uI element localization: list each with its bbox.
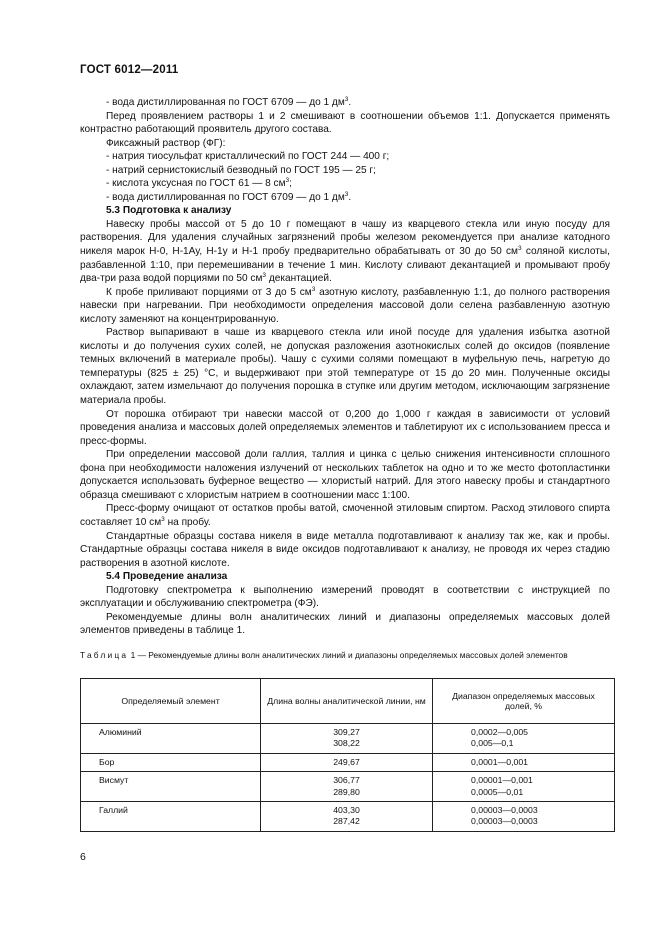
range-value: 0,00003—0,0003 bbox=[471, 805, 538, 816]
range-value: 0,00001—0,001 bbox=[471, 775, 533, 786]
wavelength-cell bbox=[261, 724, 433, 754]
wavelength-cell bbox=[261, 802, 433, 832]
wavelength-value: 309,27 bbox=[333, 727, 360, 737]
element-cell: Галлий bbox=[81, 802, 261, 832]
wavelength-value: 306,77 bbox=[333, 775, 360, 786]
paragraph: Рекомендуемые длины волн аналитических линий и диапазоны определяемых массовых долей элементов приведены в таблице 1. bbox=[80, 611, 610, 637]
fixer-item: - натрий сернистокислый безводный по ГОСТ 195 — 25 г; bbox=[106, 164, 376, 176]
table-row bbox=[81, 753, 615, 771]
wavelength-table bbox=[80, 678, 615, 832]
range-value: 0,00003—0,0003 bbox=[471, 816, 538, 827]
section-heading-5-4: 5.4 Проведение анализа bbox=[106, 571, 228, 583]
developer-paragraph: Перед проявлением растворы 1 и 2 смешивают в соотношении объемов 1:1. Допускается применять контрастно работающий проявитель другого состава. bbox=[80, 110, 610, 136]
table-header-row bbox=[81, 679, 615, 724]
column-header-wavelength: Длина волны аналитической линии, нм bbox=[261, 679, 433, 724]
range-cell bbox=[433, 802, 615, 832]
range-value: 0,0005—0,01 bbox=[471, 786, 524, 797]
wavelength-value: 249,67 bbox=[333, 756, 360, 767]
table-row bbox=[81, 724, 615, 754]
paragraph: К пробе приливают порциями от 3 до 5 $см^3$ азотную кислоту, разбавленную 1:1, до полного растворения навески при нагревании. При необходимости определения массовой доли селена разбавленную азотную кислоту заменяют на концентрированную. bbox=[80, 285, 610, 325]
table-caption-text: 1 — Рекомендуемые длины волн аналитических линий и диапазоны определяемых массовых долей элементов bbox=[130, 649, 568, 660]
fixer-title: Фиксажный раствор (ФГ): bbox=[106, 137, 226, 149]
wavelength-value: 403,30 bbox=[333, 805, 360, 816]
wavelength-value: 287,42 bbox=[333, 816, 360, 827]
paragraph: Пресс-форму очищают от остатков пробы ватой, смоченной этиловым спиртом. Расход этилового спирта составляет 10 $см^3$ на пробу. bbox=[80, 503, 610, 528]
table-row bbox=[81, 772, 615, 802]
wavelength-cell bbox=[261, 772, 433, 802]
document-header: ГОСТ 6012—2011 bbox=[80, 64, 179, 76]
paragraph: Раствор выпаривают в чаше из кварцевого стекла или иной посуде для удаления избытка азотной кислоты и до получения сухих солей, не допуская разложения азотнокислых солей до оксидов (появление темных включений в материале пробы). Чашу с сухими солями помещают в муфельную печь, нагретую до температуры (825 ± 25) °С, и выдерживают при этой температуре от 15 до 20 мин. Полученные оксиды охлаждают, затем измельчают до получения порошка в ступке или другим методом, исключающим загрязнение материала пробы. bbox=[80, 327, 610, 407]
column-header-range: Диапазон определяемых массовых долей, % bbox=[433, 679, 615, 724]
wavelength-value: 289,80 bbox=[333, 786, 360, 797]
element-cell: Алюминий bbox=[81, 724, 261, 754]
table-row bbox=[81, 802, 615, 832]
fixer-item: - вода дистиллированная по ГОСТ 6709 — до 1 $дм^3$. bbox=[106, 190, 352, 203]
range-cell bbox=[433, 753, 615, 771]
range-cell bbox=[433, 772, 615, 802]
section-heading-5-3: 5.3 Подготовка к анализу bbox=[106, 205, 232, 217]
paragraph: Навеску пробы массой от 5 до 10 г помещают в чашу из кварцевого стекла или иную посуду для растворения. Для удаления случайных загрязнений пробы железом рекомендуется при анализе катодного никеля марок Н-0, Н-1Ау, Н-1у и Н-1 пробу предварительно обрабатывать от 30 до 50 $см^3$ соляной кислоты, разбавленной 1:10, при перемешивании в течение 1 мин. Кислоту сливают декантацией и промывают пробу два-три раза водой порциями по 50 $см^3$ декантацией. bbox=[80, 218, 610, 285]
table-caption-word: Таблица bbox=[80, 649, 129, 660]
range-cell bbox=[433, 724, 615, 754]
element-cell: Бор bbox=[81, 753, 261, 771]
main-text bbox=[80, 96, 610, 661]
paragraph: Подготовку спектрометра к выполнению измерений проводят в соответствии с инструкцией по эксплуатации и обслуживанию спектрометра (ФЭ). bbox=[80, 584, 610, 610]
range-value: 0,0002—0,005 bbox=[471, 727, 528, 737]
range-value: 0,0001—0,001 bbox=[471, 756, 528, 767]
paragraph: При определении массовой доли галлия, таллия и цинка с целью снижения интенсивности сплошного фона при необходимости наложения излучений от нескольких таблеток на одно и то же место фотопластинки допускается использовать буферное вещество — хлористый натрий. Для этого навеску пробы и стандартного образца смешивают с хлористым натрием в соотношении масс 1:100. bbox=[80, 449, 610, 501]
paragraph: От порошка отбирают три навески массой от 0,200 до 1,000 г каждая в зависимости от условий проведения анализа и массовых долей определяемых элементов и таблетируют их с использованием пресса и пресс-формы. bbox=[80, 408, 610, 447]
column-header-element: Определяемый элемент bbox=[81, 679, 261, 724]
reagent-water-item: - вода дистиллированная по ГОСТ 6709 — до 1 $дм^3$. bbox=[106, 96, 352, 108]
wavelength-cell bbox=[261, 753, 433, 771]
page-number: 6 bbox=[80, 851, 86, 863]
element-cell: Висмут bbox=[81, 772, 261, 802]
fixer-item: - натрия тиосульфат кристаллический по ГОСТ 244 — 400 г; bbox=[106, 151, 390, 163]
range-value: 0,005—0,1 bbox=[471, 738, 514, 749]
wavelength-value: 308,22 bbox=[333, 738, 360, 749]
fixer-item: - кислота уксусная по ГОСТ 61 — 8 $см^3$; bbox=[106, 177, 292, 190]
table-caption bbox=[80, 650, 610, 661]
paragraph: Стандартные образцы состава никеля в виде металла подготавливают к анализу так же, как и пробы. Стандартные образцы состава никеля в виде оксидов подготавливают к анализу, не проводя их через стадию растворения в азотной кислоте. bbox=[80, 530, 610, 569]
